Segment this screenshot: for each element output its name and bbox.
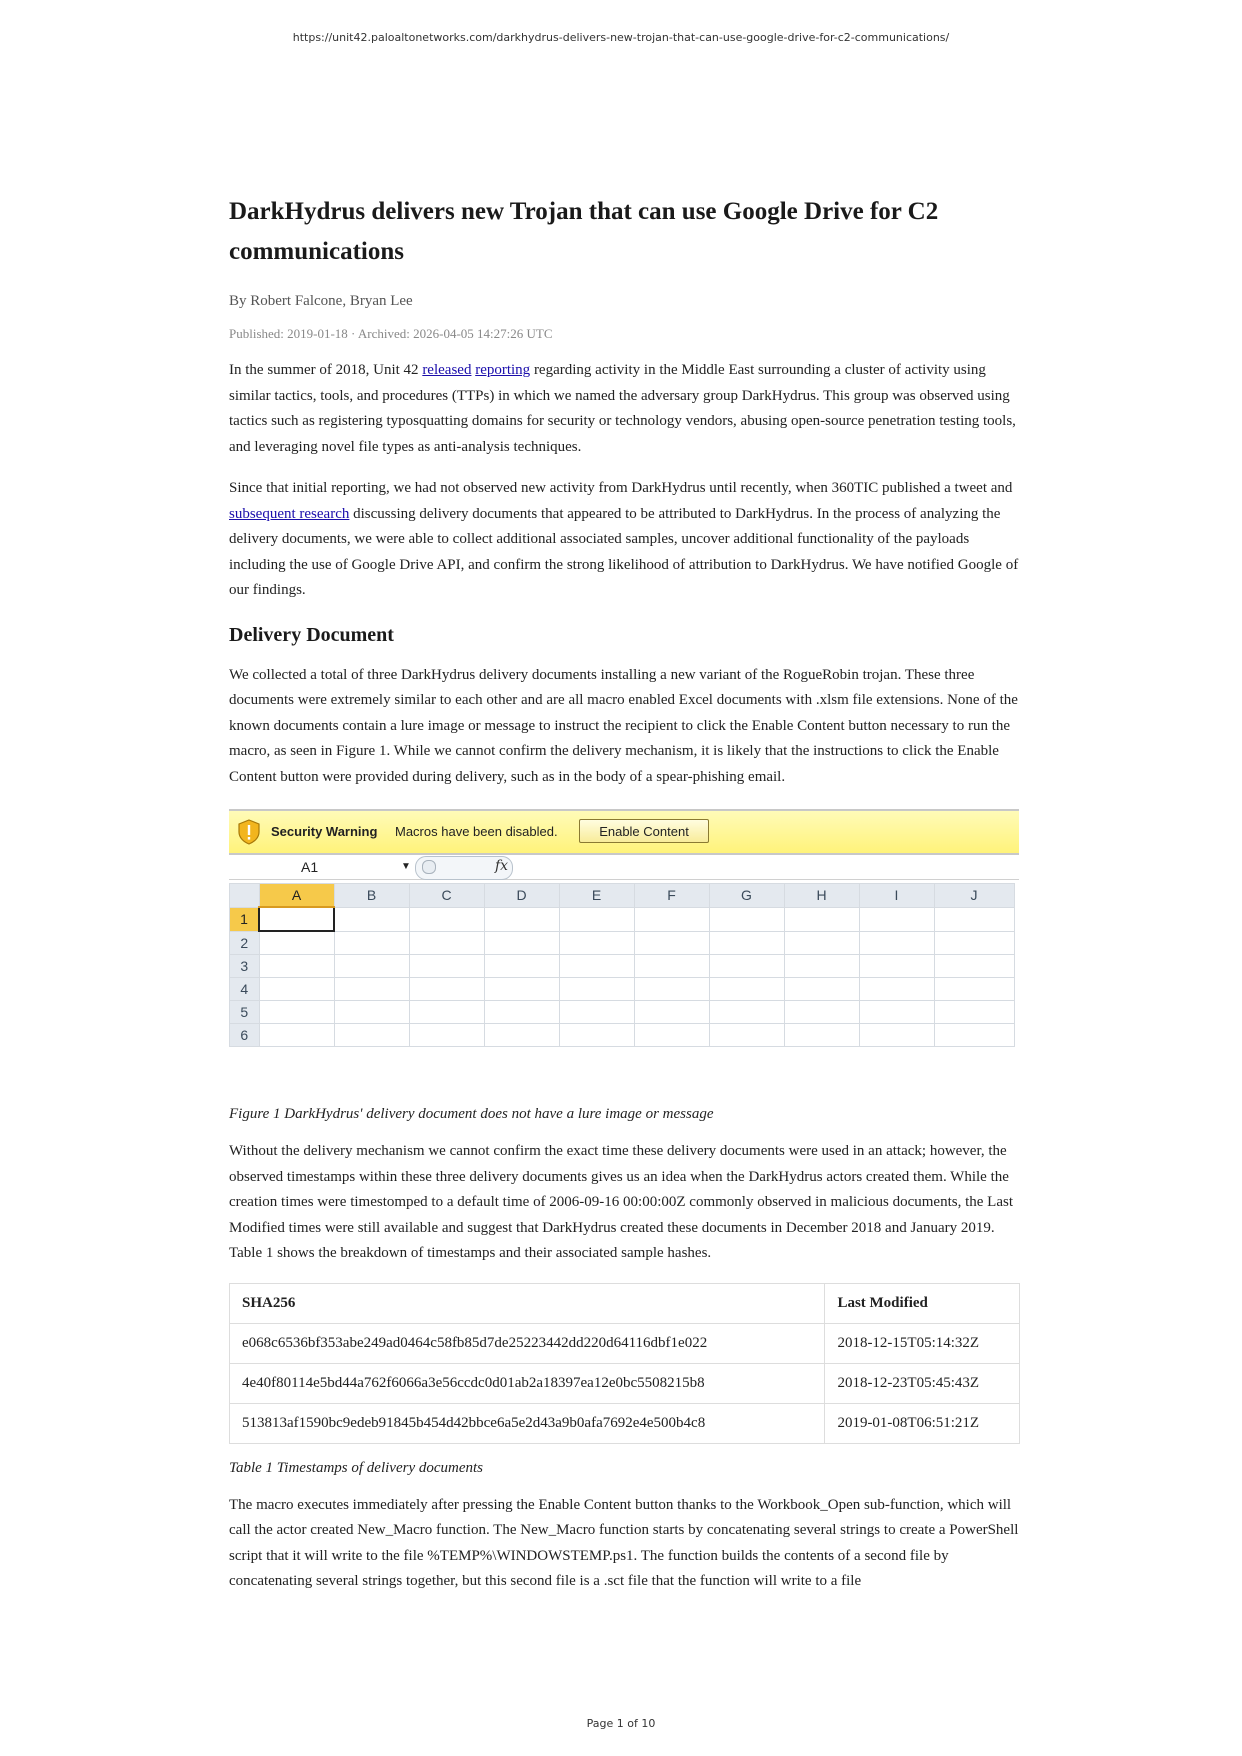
cell-h2[interactable] [784, 931, 859, 955]
row-header-2[interactable]: 2 [230, 931, 260, 955]
paragraph-followup: Since that initial reporting, we had not observed new activity from DarkHydrus until recently, when 360TIC published a tweet and subsequent research discussing delivery documents that appeared to be attributed to DarkHydrus. In the process of analyzing the delivery documents, we were able to collect additional associated samples, uncover additional functionality of the payloads including the use of Google Drive API, and confirm the strong likelihood of attribution to DarkHydrus. We have notified Google of our findings. [229, 480, 1019, 598]
formula-bar [229, 855, 1019, 880]
cell-e1[interactable] [559, 907, 634, 931]
cell-i3[interactable] [859, 955, 934, 978]
row-header-6[interactable]: 6 [230, 1024, 260, 1047]
row-header-5[interactable]: 5 [230, 1001, 260, 1024]
released-link[interactable]: released [422, 362, 472, 378]
cell-i1[interactable] [859, 907, 934, 931]
reporting-link[interactable]: reporting [475, 362, 531, 378]
cell-c2[interactable] [409, 931, 484, 955]
cell-g5[interactable] [709, 1001, 784, 1024]
figure-caption: Figure 1 DarkHydrus' delivery document does not have a lure image or message [229, 1106, 714, 1122]
table-caption: Table 1 Timestamps of delivery documents [229, 1459, 484, 1476]
cell-j1[interactable] [934, 907, 1014, 931]
cell-j2[interactable] [934, 931, 1014, 955]
spreadsheet-grid [229, 883, 1019, 1048]
last-modified-cell: 2018-12-15T05:14:32Z [825, 1323, 1020, 1363]
name-box[interactable]: A1 [301, 859, 319, 875]
cell-a6[interactable] [259, 1024, 334, 1047]
cell-c1[interactable] [409, 907, 484, 931]
cell-h3[interactable] [784, 955, 859, 978]
cell-b6[interactable] [334, 1024, 409, 1047]
cell-g1[interactable] [709, 907, 784, 931]
cell-h1[interactable] [784, 907, 859, 931]
column-header-d[interactable]: D [484, 884, 559, 908]
cell-d1[interactable] [484, 907, 559, 931]
cell-h5[interactable] [784, 1001, 859, 1024]
cell-d5[interactable] [484, 1001, 559, 1024]
cell-a5[interactable] [259, 1001, 334, 1024]
sheet-row [230, 907, 1015, 931]
hash-table [229, 1283, 1020, 1444]
cell-i6[interactable] [859, 1024, 934, 1047]
column-header-g[interactable]: G [709, 884, 784, 908]
article-title: DarkHydrus delivers new Trojan that can use Google Drive for C2 communications [229, 198, 939, 265]
publish-meta: Published: 2019-01-18 · Archived: 2026-04-05 14:27:26 UTC [229, 326, 553, 341]
security-warning-bar [229, 809, 1019, 855]
section-heading: Delivery Document [229, 623, 394, 646]
cell-c4[interactable] [409, 978, 484, 1001]
cell-i5[interactable] [859, 1001, 934, 1024]
table-header-row [230, 1283, 1020, 1323]
sheet-row [230, 955, 1015, 978]
cell-d2[interactable] [484, 931, 559, 955]
row-header-1[interactable]: 1 [230, 907, 260, 931]
cell-a4[interactable] [259, 978, 334, 1001]
column-header-a[interactable]: A [259, 884, 334, 908]
cell-e6[interactable] [559, 1024, 634, 1047]
cell-j5[interactable] [934, 1001, 1014, 1024]
article [229, 192, 1019, 1595]
last-modified-cell: 2018-12-23T05:45:43Z [825, 1363, 1020, 1403]
cell-j6[interactable] [934, 1024, 1014, 1047]
subsequent-research-link[interactable]: subsequent research [229, 505, 350, 522]
byline: By Robert Falcone, Bryan Lee [229, 293, 413, 309]
security-warning-message: Macros have been disabled. [395, 824, 558, 839]
sheet-row [230, 931, 1015, 955]
security-warning-title: Security Warning [271, 824, 378, 839]
column-header-sha256: SHA256 [230, 1283, 825, 1323]
sheet-row [230, 978, 1015, 1001]
cell-f5[interactable] [634, 1001, 709, 1024]
cell-j3[interactable] [934, 955, 1014, 978]
cell-c6[interactable] [409, 1024, 484, 1047]
cell-d4[interactable] [484, 978, 559, 1001]
cell-i2[interactable] [859, 931, 934, 955]
sheet-row [230, 1024, 1015, 1047]
cell-f3[interactable] [634, 955, 709, 978]
column-header-c[interactable]: C [409, 884, 484, 908]
cell-g3[interactable] [709, 955, 784, 978]
cell-a3[interactable] [259, 955, 334, 978]
page-number: Page 1 of 10 [586, 1717, 656, 1730]
paragraph-timestamps: Without the delivery mechanism we cannot confirm the exact time these delivery documents were used in an attack; however, the observed timestamps within these three delivery documents gives us an idea when the DarkHydrus actors created them. While the creation times were timestomped to a default time of 2006-09-16 00:00:00Z commonly observed in malicious documents, the Last Modified times were still available and suggest that DarkHydrus created these documents in December 2018 and January 2019. Table 1 shows the breakdown of timestamps and their associated sample hashes. [229, 1143, 1013, 1261]
sha256-cell: e068c6536bf353abe249ad0464c58fb85d7de25223442dd220d64116dbf1e022 [230, 1323, 825, 1363]
paragraph-macro: The macro executes immediately after pressing the Enable Content button thanks to the Workbook_Open sub-function, which will call the actor created New_Macro function. The New_Macro function starts by concatenating several strings to create a PowerShell script that it will write to the file %TEMP%\WINDOWSTEMP.ps1. The function builds the contents of a second file by concatenating several strings together, but this second file is a .sct file that the function will write to a file [229, 1496, 1019, 1589]
cell-e4[interactable] [559, 978, 634, 1001]
page-url: https://unit42.paloaltonetworks.com/darkhydrus-delivers-new-trojan-that-can-use-google-drive-for-c2-communications/ [292, 31, 950, 44]
column-header-j[interactable]: J [934, 884, 1014, 908]
cell-e3[interactable] [559, 955, 634, 978]
sheet-row [230, 1001, 1015, 1024]
cell-j4[interactable] [934, 978, 1014, 1001]
cell-b4[interactable] [334, 978, 409, 1001]
cell-d3[interactable] [484, 955, 559, 978]
cell-i4[interactable] [859, 978, 934, 1001]
cell-f4[interactable] [634, 978, 709, 1001]
cell-d6[interactable] [484, 1024, 559, 1047]
cell-f6[interactable] [634, 1024, 709, 1047]
last-modified-cell: 2019-01-08T06:51:21Z [825, 1403, 1020, 1443]
shield-warning-icon [237, 819, 261, 845]
column-header-i[interactable]: I [859, 884, 934, 908]
cell-g6[interactable] [709, 1024, 784, 1047]
expand-handle-icon[interactable] [422, 860, 436, 874]
cell-b3[interactable] [334, 955, 409, 978]
column-header-last-modified: Last Modified [825, 1283, 1020, 1323]
sheet-table [229, 883, 1015, 1047]
row-header-3[interactable]: 3 [230, 955, 260, 978]
cell-e5[interactable] [559, 1001, 634, 1024]
cell-f1[interactable] [634, 907, 709, 931]
cell-a2[interactable] [259, 931, 334, 955]
sha256-cell: 4e40f80114e5bd44a762f6066a3e56ccdc0d01ab2a18397ea12e0bc5508215b8 [230, 1363, 825, 1403]
chevron-down-icon[interactable]: ▼ [401, 861, 411, 872]
table-row [230, 1323, 1020, 1363]
cell-b5[interactable] [334, 1001, 409, 1024]
paragraph-intro: In the summer of 2018, Unit 42 released reporting regarding activity in the Middle East surrounding a cluster of activity using similar tactics, tools, and procedures (TTPs) in which we named the adversary group DarkHydrus. This group was observed using tactics such as registering typosquatting domains for security or technology vendors, abusing open-source penetration testing tools, and leveraging novel file types as anti-analysis techniques. [229, 362, 1016, 455]
column-header-h[interactable]: H [784, 884, 859, 908]
select-all-corner[interactable] [230, 884, 260, 908]
sha256-cell: 513813af1590bc9edeb91845b454d42bbce6a5e2d43a9b0afa7692e4e500b4c8 [230, 1403, 825, 1443]
fx-icon[interactable]: fx [495, 858, 509, 874]
cell-g2[interactable] [709, 931, 784, 955]
cell-c3[interactable] [409, 955, 484, 978]
paragraph-delivery: We collected a total of three DarkHydrus delivery documents installing a new variant of the RogueRobin trojan. These three documents were extremely similar to each other and are all macro enabled Excel documents with .xlsm file extensions. None of the known documents contain a lure image or message to instruct the recipient to click the Enable Content button necessary to run the macro, as seen in Figure 1. While we cannot confirm the delivery mechanism, it is likely that the instructions to click the Enable Content button were provided during delivery, such as in the body of a spear-phishing email. [229, 666, 1018, 785]
column-header-f[interactable]: F [634, 884, 709, 908]
table-row [230, 1403, 1020, 1443]
cell-e2[interactable] [559, 931, 634, 955]
cell-h6[interactable] [784, 1024, 859, 1047]
cell-h4[interactable] [784, 978, 859, 1001]
cell-b1[interactable] [334, 907, 409, 931]
cell-f2[interactable] [634, 931, 709, 955]
cell-b2[interactable] [334, 931, 409, 955]
enable-content-button[interactable]: Enable Content [579, 819, 709, 843]
table-row [230, 1363, 1020, 1403]
cell-c5[interactable] [409, 1001, 484, 1024]
column-header-b[interactable]: B [334, 884, 409, 908]
row-header-4[interactable]: 4 [230, 978, 260, 1001]
excel-screenshot-figure [229, 807, 1019, 1052]
cell-a1[interactable] [259, 907, 334, 931]
column-header-e[interactable]: E [559, 884, 634, 908]
cell-g4[interactable] [709, 978, 784, 1001]
